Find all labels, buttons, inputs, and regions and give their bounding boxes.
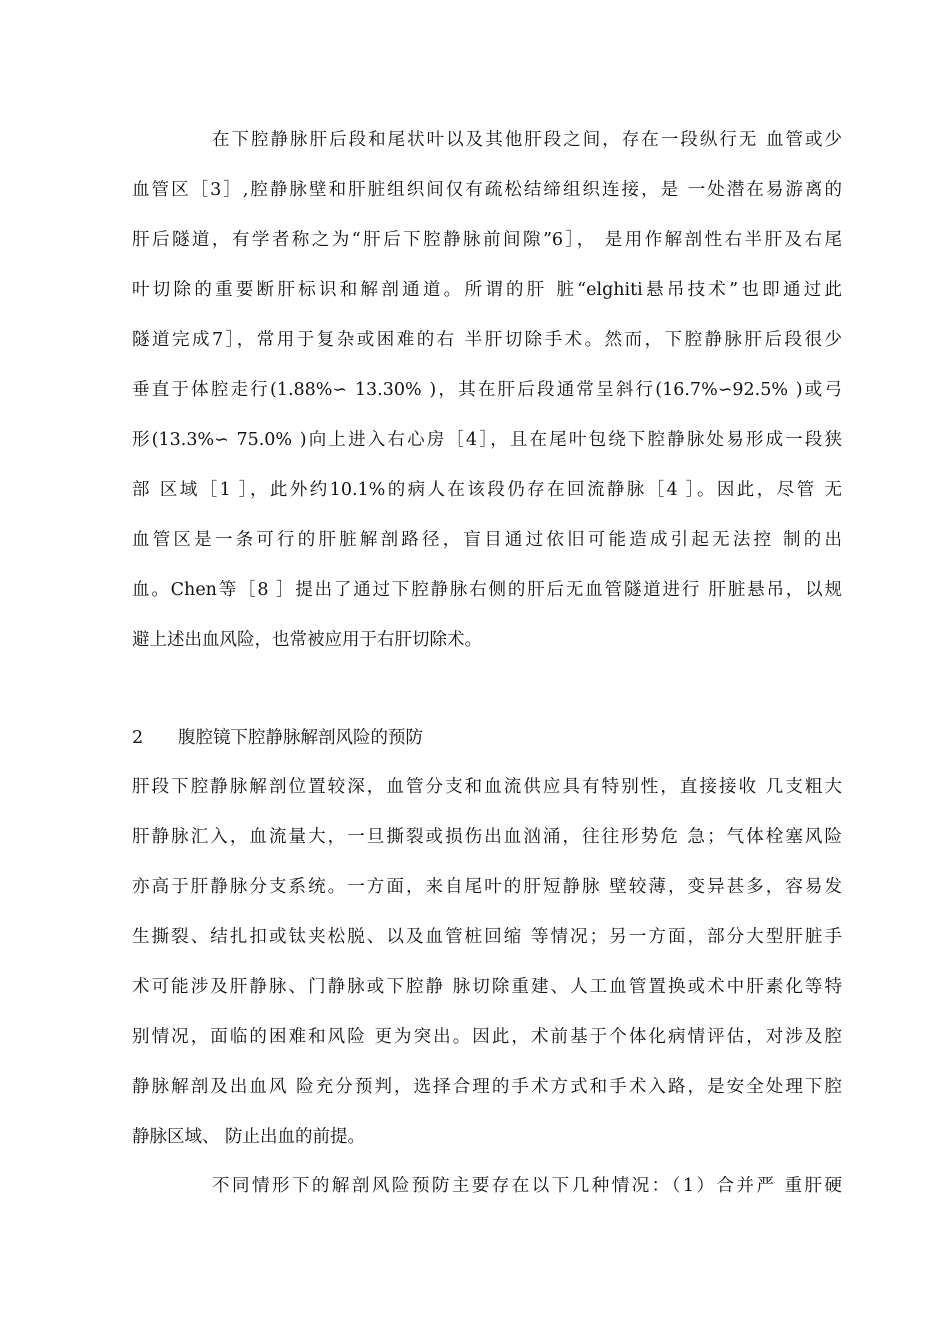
text-line: 肝静脉汇入，血流量大，一旦撕裂或损伤出血汹涌，往往形势危 急；气体栓塞风险: [132, 827, 842, 847]
text-line: 术可能涉及肝静脉、门静脉或下腔静 脉切除重建、人工血管置换或术中肝素化等特: [132, 977, 842, 997]
text-line: 血。Chen等［8 ］提出了通过下腔静脉右侧的肝后无血管隧道进行 肝脏悬吊，以规: [132, 580, 842, 600]
text-line: 避上述出血风险，也常被应用于右肝切除术。: [132, 630, 482, 650]
text-line: 不同情形下的解剖风险预防主要存在以下几种情况：（1）合并严 重肝硬: [212, 1176, 842, 1196]
text-line: 亦高于肝静脉分支系统。一方面，来自尾叶的肝短静脉 壁较薄，变异甚多，容易发: [132, 877, 842, 897]
text-line: 静脉区域、 防止出血的前提。: [132, 1127, 366, 1147]
text-line: 别情况，面临的困难和风险 更为突出。因此，术前基于个体化病情评估，对涉及腔: [132, 1027, 842, 1047]
text-line: 隧道完成7］，常用于复杂或困难的右 半肝切除手术。然而，下腔静脉肝后段很少: [132, 330, 842, 350]
text-line: 静脉解剖及出血风 险充分预判，选择合理的手术方式和手术入路，是安全处理下腔: [132, 1077, 842, 1097]
text-line: 生撕裂、结扎扣或钛夹松脱、以及血管桩回缩 等情况；另一方面，部分大型肝脏手: [132, 927, 842, 947]
section-heading: [132, 726, 423, 750]
text-line: 血管区［3］,腔静脉壁和肝脏组织间仅有疏松结缔组织连接，是 一处潜在易游离的: [132, 180, 842, 200]
text-line: 在下腔静脉肝后段和尾状叶以及其他肝段之间，存在一段纵行无 血管或少: [212, 130, 842, 150]
section-title: 腹腔镜下腔静脉解剖风险的预防: [178, 728, 423, 748]
text-line: 叶切除的重要断肝标识和解剖通道。所谓的肝 脏“elghiti悬吊技术”也即通过此: [132, 280, 842, 300]
text-line: 形(13.3%∽ 75.0% )向上进入右心房［4］，且在尾叶包绕下腔静脉处易形成一段狭: [132, 430, 842, 450]
section-number: 2: [132, 728, 144, 748]
text-line: 肝段下腔静脉解剖位置较深，血管分支和血流供应具有特别性，直接接收 几支粗大: [132, 777, 842, 797]
text-line: 部 区域［1 ］，此外约10.1%的病人在该段仍存在回流静脉［4 ］。因此，尽管 无: [132, 480, 842, 500]
text-line: 垂直于体腔走行(1.88%∽ 13.30% )，其在肝后段通常呈斜行(16.7%∽92.5% )或弓: [132, 380, 842, 400]
text-line: 血管区是一条可行的肝脏解剖路径，盲目通过依旧可能造成引起无法控 制的出: [132, 530, 842, 550]
text-line: 肝后隧道，有学者称之为“肝后下腔静脉前间隙”6］， 是用作解剖性右半肝及右尾: [132, 230, 842, 250]
